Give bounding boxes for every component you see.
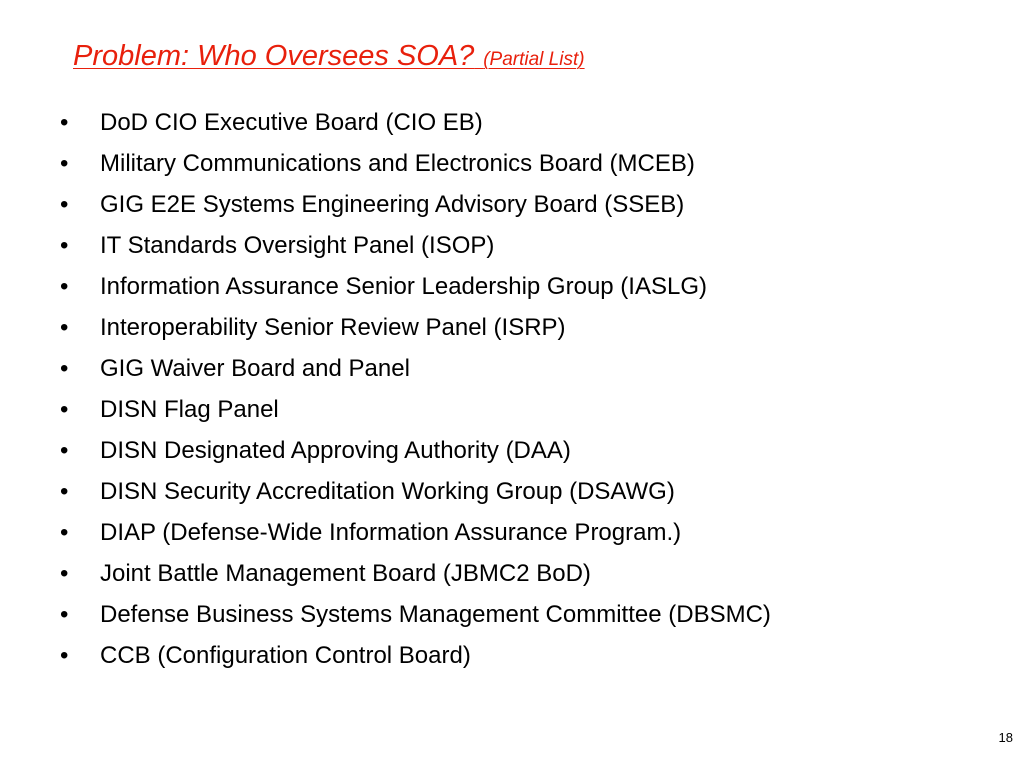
slide-title-main: Problem: Who Oversees SOA?: [73, 40, 475, 72]
list-item: [60, 184, 771, 225]
list-item: [60, 102, 771, 143]
slide-title-sub: (Partial List): [483, 49, 585, 70]
list-item-text: Information Assurance Senior Leadership Group (IASLG): [100, 273, 707, 300]
list-item-text: DISN Designated Approving Authority (DAA): [100, 437, 571, 464]
bullet-icon: •: [60, 109, 69, 136]
list-item: [60, 266, 771, 307]
list-item: [60, 635, 771, 676]
list-item-text: Military Communications and Electronics Board (MCEB): [100, 150, 695, 177]
bullet-icon: •: [60, 314, 69, 341]
list-item: [60, 225, 771, 266]
list-item: [60, 143, 771, 184]
list-item: [60, 471, 771, 512]
bullet-icon: •: [60, 519, 69, 546]
list-item-text: DIAP (Defense-Wide Information Assurance Program.): [100, 519, 682, 546]
list-item-text: DISN Security Accreditation Working Group (DSAWG): [100, 478, 675, 505]
bullet-icon: •: [60, 396, 69, 423]
bullet-icon: •: [60, 191, 69, 218]
bullet-icon: •: [60, 601, 69, 628]
list-item: [60, 430, 771, 471]
list-item: [60, 389, 771, 430]
bullet-icon: •: [60, 437, 69, 464]
list-item: [60, 307, 771, 348]
list-item: [60, 553, 771, 594]
list-item-text: GIG E2E Systems Engineering Advisory Board (SSEB): [100, 191, 685, 218]
slide-title: [73, 38, 585, 71]
list-item-text: Defense Business Systems Management Committee (DBSMC): [100, 601, 771, 628]
bullet-icon: •: [60, 150, 69, 177]
bullet-icon: •: [60, 273, 69, 300]
bullet-icon: •: [60, 642, 69, 669]
bullet-icon: •: [60, 478, 69, 505]
page-number: 18: [998, 730, 1013, 745]
bullet-icon: •: [60, 355, 69, 382]
list-item-text: DoD CIO Executive Board (CIO EB): [100, 109, 483, 136]
list-item-text: DISN Flag Panel: [100, 396, 279, 423]
list-item: [60, 512, 771, 553]
bullet-list: [60, 102, 771, 676]
list-item-text: GIG Waiver Board and Panel: [100, 355, 410, 382]
list-item-text: Interoperability Senior Review Panel (ISRP): [100, 314, 566, 341]
list-item-text: CCB (Configuration Control Board): [100, 642, 471, 669]
bullet-icon: •: [60, 232, 69, 259]
bullet-icon: •: [60, 560, 69, 587]
list-item-text: Joint Battle Management Board (JBMC2 BoD): [100, 560, 591, 587]
list-item: [60, 594, 771, 635]
list-item-text: IT Standards Oversight Panel (ISOP): [100, 232, 495, 259]
list-item: [60, 348, 771, 389]
